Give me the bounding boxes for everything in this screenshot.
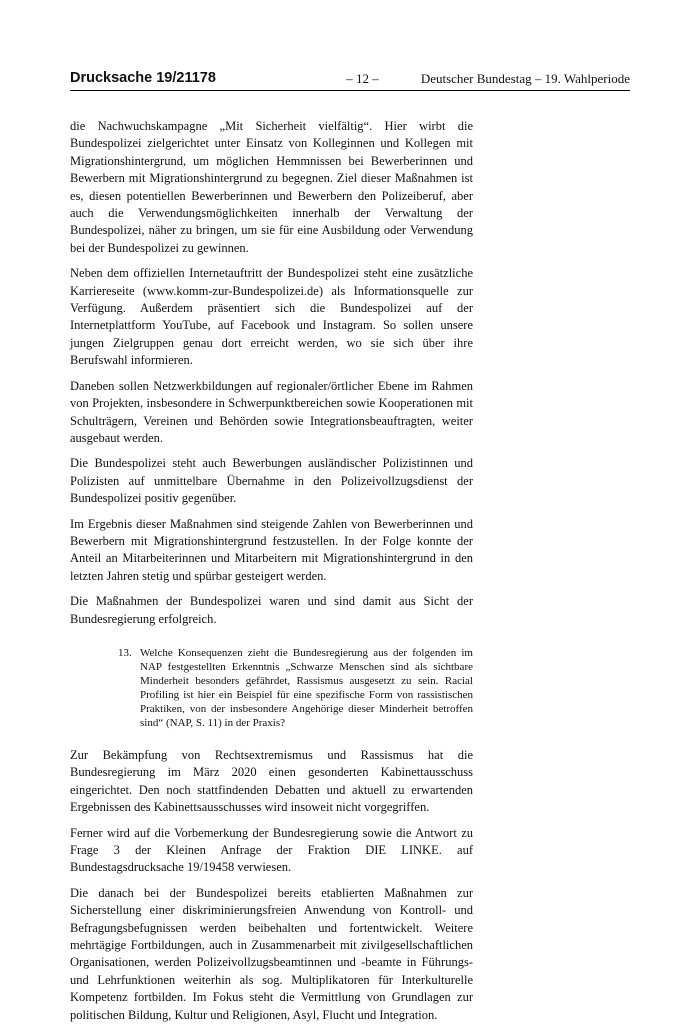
question-text: Welche Konsequenzen zieht die Bundesregierung aus der folgenden im NAP festgestellten Erkenntnis „Schwarze Menschen sind als sichtbare Minderheit besonders gefährdet, Rassismus ausgesetzt zu sein. Racial Profiling ist hier ein Beispiel für eine spezifische Form von rassistischen Praktiken, von der insbesondere Angehörige dieser Minderheit betroffen sind“ (NAP, S. 11) in der Praxis? [140, 646, 473, 729]
document-number-value: 21178 [176, 70, 216, 86]
paragraph: Die Maßnahmen der Bundespolizei waren und sind damit aus Sicht der Bundesregierung erfolgreich. [70, 594, 473, 626]
paragraph: die Nachwuchskampagne „Mit Sicherheit vielfältig“. Hier wirbt die Bundespolizei zielgerichtet unter Einsatz von Kolleginnen und Kollegen mit Migrationshintergrund, um möglichen Hemmnissen bei Bewerberinnen und Bewerbern mit Migrationshintergrund zu begegnen. Ziel dieser Maßnahmen ist es, diesen potentiellen Bewerberinnen und Bewerbern den Polizeiberuf, aber auch die Verwendungsmöglichkeiten innerhalb der Verwaltung der Bundespolizei, näher zu bringen, um sie für eine Ausbildung oder Verwendung bei der Bundespolizei zu gewinnen. [70, 119, 473, 255]
paragraph: Daneben sollen Netzwerkbildungen auf regionaler/örtlicher Ebene im Rahmen von Projekten, insbesondere in Schwerpunktbereichen sowie Kooperationen mit Schulträgern, Vereinen und Behörden sowie Integrationsbeauftragten, weiter ausgebaut werden. [70, 378, 473, 445]
question-number: 13. [118, 646, 132, 659]
answer-paragraph: Zur Bekämpfung von Rechtsextremismus und Rassismus hat die Bundesregierung im März 2020 einen gesonderten Kabinettausschuss eingerichtet. Den noch stattfindenden Debatten und aktuell zu erwartenden Ergebnissen des Kabinettsausschusses wird insoweit nicht vorgegriffen. [70, 747, 473, 815]
document-number [70, 70, 216, 86]
question-block [118, 646, 473, 730]
paragraph: Im Ergebnis dieser Maßnahmen sind steigende Zahlen von Bewerberinnen und Bewerbern mit Migrationshintergrund festzustellen. In der Folge konnte der Anteil an Mitarbeiterinnen und Mitarbeitern mit Migrationshintergrund in den letzten Jahren stetig und spürbar gesteigert werden. [70, 516, 473, 583]
paragraph: Neben dem offiziellen Internetauftritt der Bundespolizei steht eine zusätzliche Karriereseite (www.komm-zur-Bundespolizei.de) als Informationsquelle zur Verfügung. Außerdem präsentiert sich die Bundespolizei auf der Internetplattform YouTube, auf Facebook und Instagram. So sollen unsere jungen Zielgruppen genau dort erreicht werden, wo sie sich über ihre Berufswahl informieren. [70, 266, 473, 368]
paragraph: Die Bundespolizei steht auch Bewerbungen ausländischer Polizistinnen und Polizisten auf unmittelbare Übernahme in den Polizeivollzugsdienst der Bundespolizei positiv gegenüber. [70, 456, 473, 506]
answer-paragraph: Die danach bei der Bundespolizei bereits etablierten Maßnahmen zur Sicherstellung einer diskriminierungsfreien Anwendung von Kontroll- und Befragungsbefugnissen werden beibehalten und fortentwickelt. Weitere mehrtägige Fortbildungen, auch in Zusammenarbeit mit zivilgesellschaftlichen Organisationen, werden Polizeivollzugsbeamtinnen und -beamte in Führungs- und Lehrfunktionen weiterhin als sog. Multiplikatoren für Interkulturelle Kompetenz fortbilden. Im Fokus steht die Vermittlung von Grundlagen zur politischen Bildung, Kultur und Religionen, Asyl, Flucht und Integration. [70, 885, 473, 1022]
institution-label: Deutscher Bundestag – 19. Wahlperiode [420, 71, 630, 86]
document-label: Drucksache 19/ [70, 70, 177, 86]
answer-paragraph: Ferner wird auf die Vorbemerkung der Bundesregierung sowie die Antwort zu Frage 3 der Kleinen Anfrage der Fraktion DIE LINKE. auf Bundestagsdrucksache 19/19458 verwiesen. [70, 825, 473, 875]
page-header [70, 70, 630, 91]
document-body [70, 118, 473, 1032]
page-number: – 12 – [346, 71, 379, 86]
